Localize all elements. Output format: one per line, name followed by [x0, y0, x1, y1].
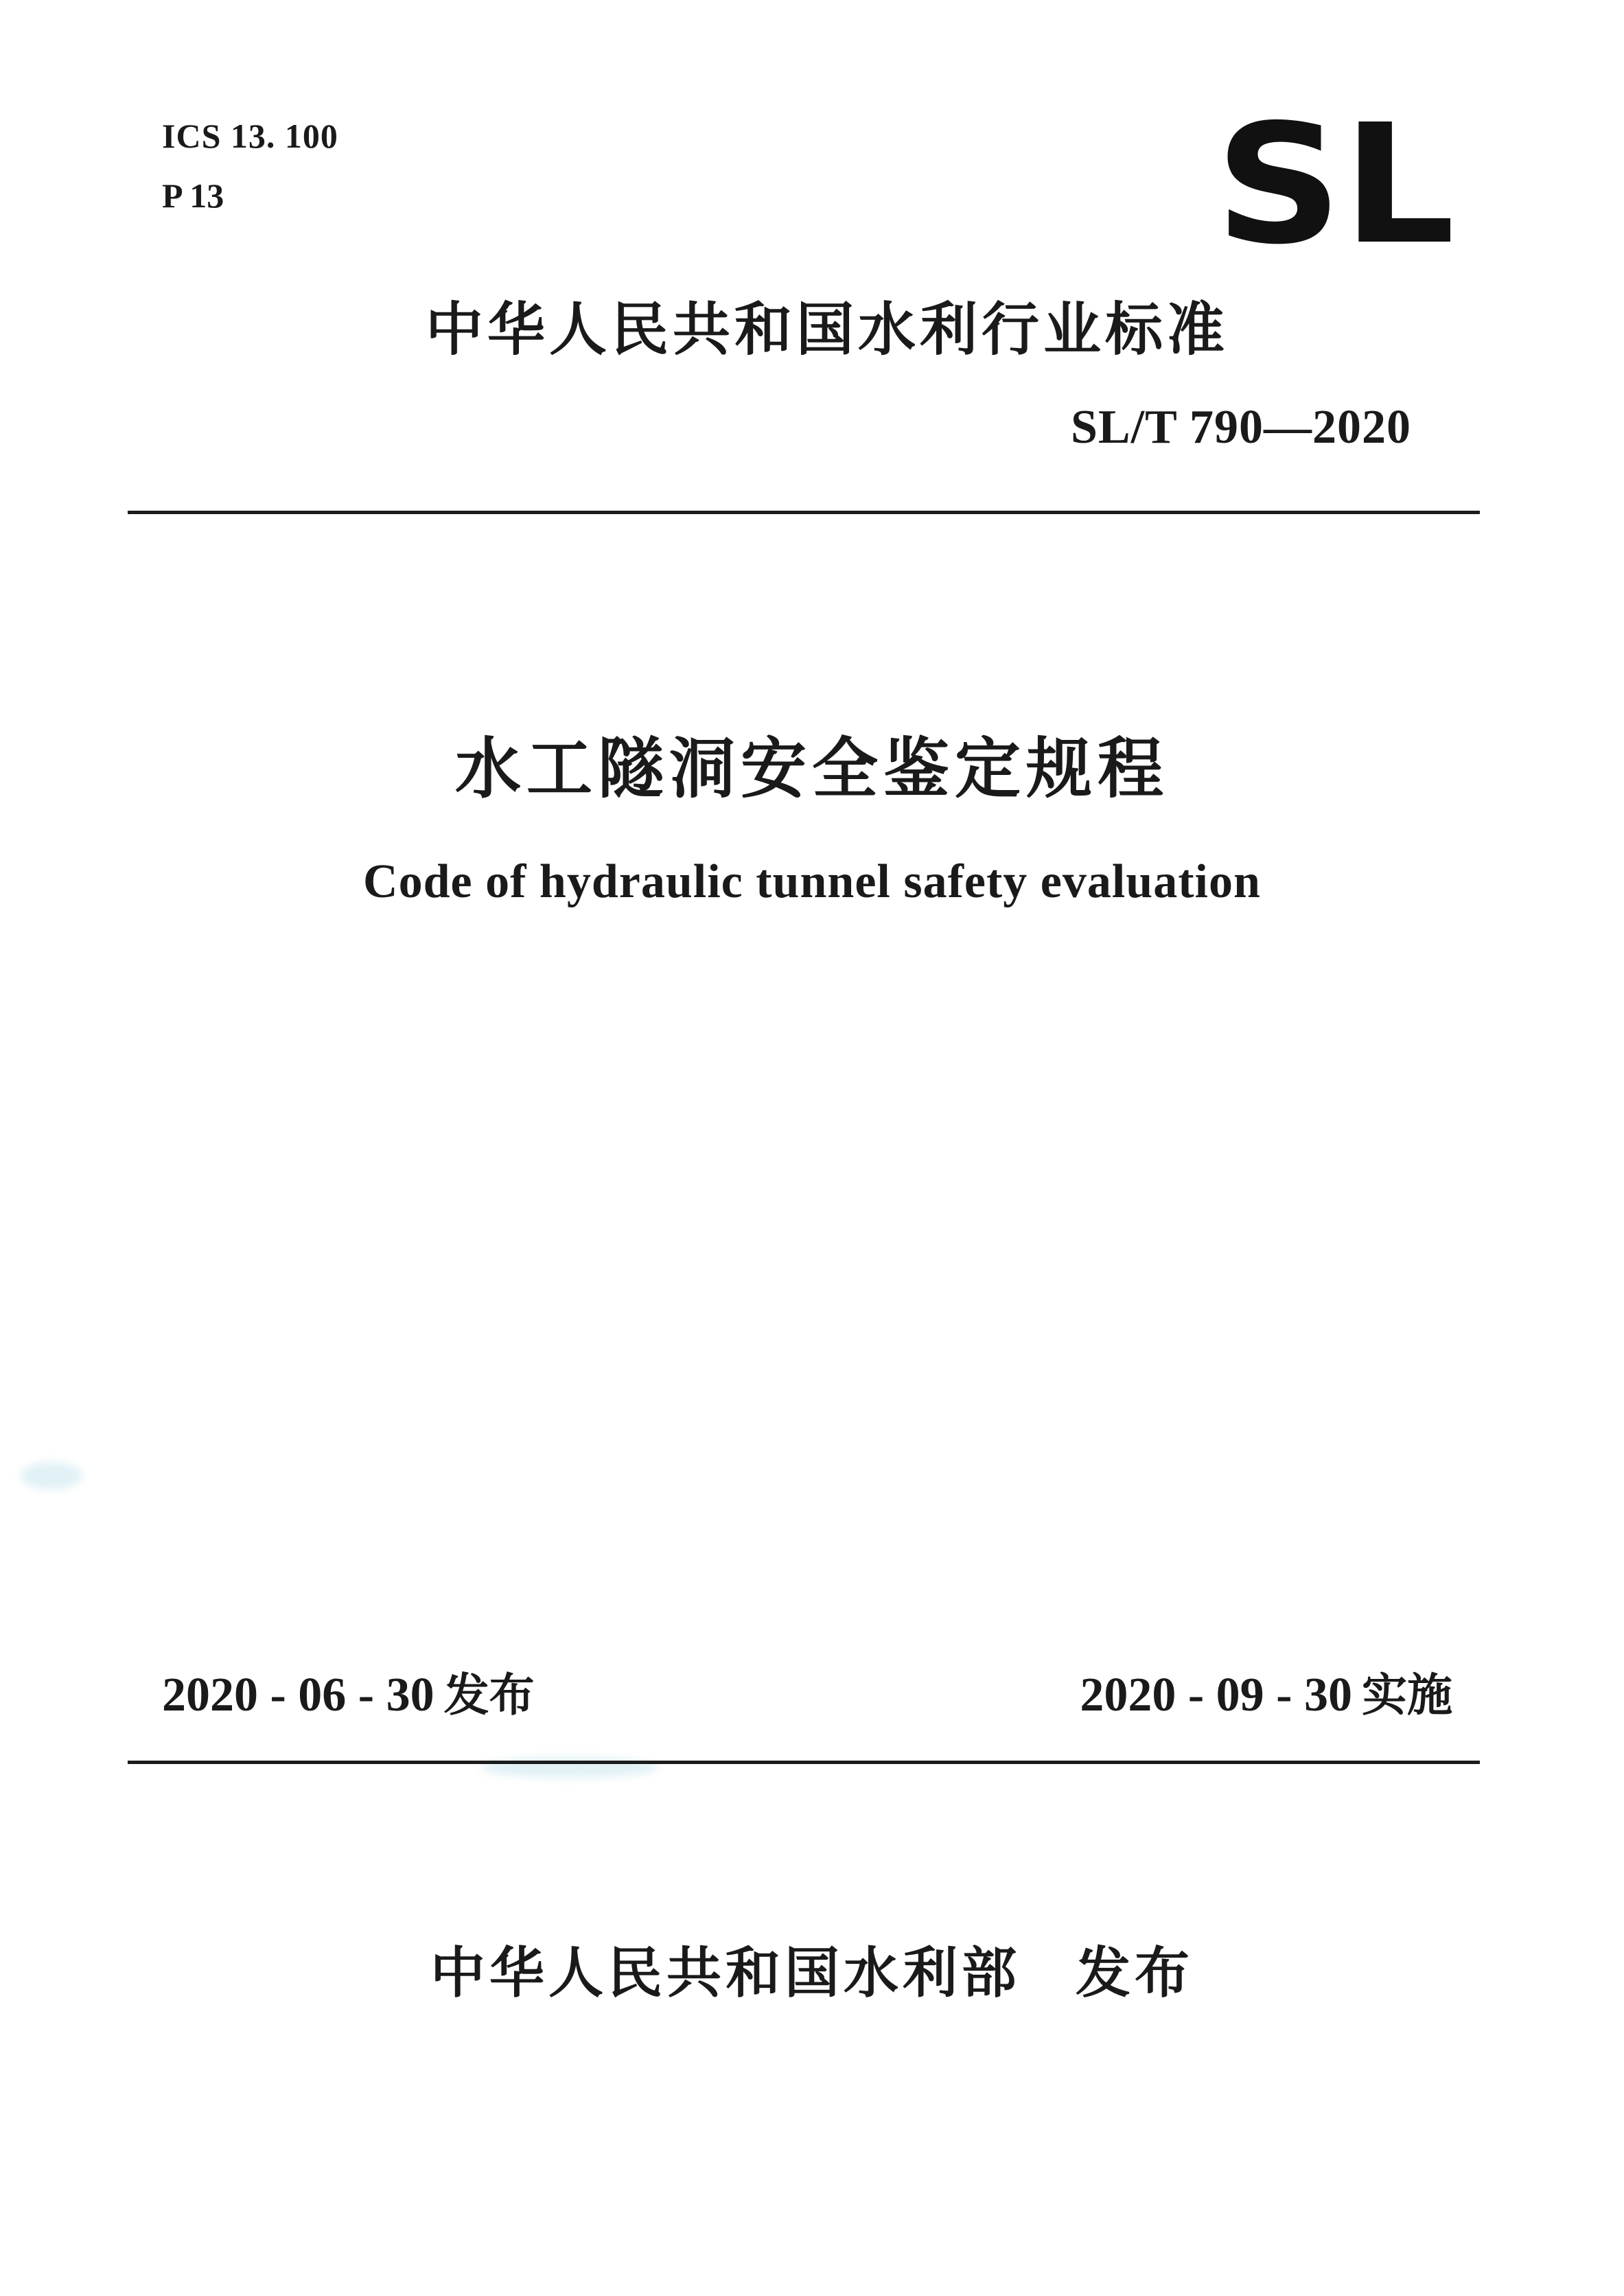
ics-code: ICS 13. 100: [162, 117, 338, 155]
standard-number: SL/T 790—2020: [1071, 401, 1411, 454]
publisher: [0, 1936, 1624, 2011]
standard-type-label: 中华人民共和国水利行业标准: [426, 296, 1229, 363]
publisher-action: 发布: [1076, 1941, 1194, 2005]
effective-date-value: 2020 - 09 - 30: [1080, 1669, 1352, 1721]
top-divider: [128, 511, 1480, 514]
title-english: Code of hydraulic tunnel safety evaluation: [363, 855, 1261, 908]
sl-logo: [1215, 117, 1455, 254]
issue-date-value: 2020 - 06 - 30: [162, 1669, 434, 1721]
ccs-code: P 13: [162, 176, 224, 215]
sl-logo-text: SL: [1215, 117, 1455, 254]
effective-date: [1080, 1661, 1452, 1730]
issue-date-label: 发布: [443, 1669, 535, 1721]
scan-smudge: [21, 1462, 82, 1489]
publisher-name: 中华人民共和国水利部: [430, 1941, 1021, 2005]
issue-date: [162, 1661, 535, 1730]
bottom-divider: [128, 1761, 1480, 1764]
standard-type: [426, 292, 1229, 367]
effective-date-label: 实施: [1362, 1669, 1452, 1721]
title-chinese: 水工隧洞安全鉴定规程: [455, 730, 1169, 807]
